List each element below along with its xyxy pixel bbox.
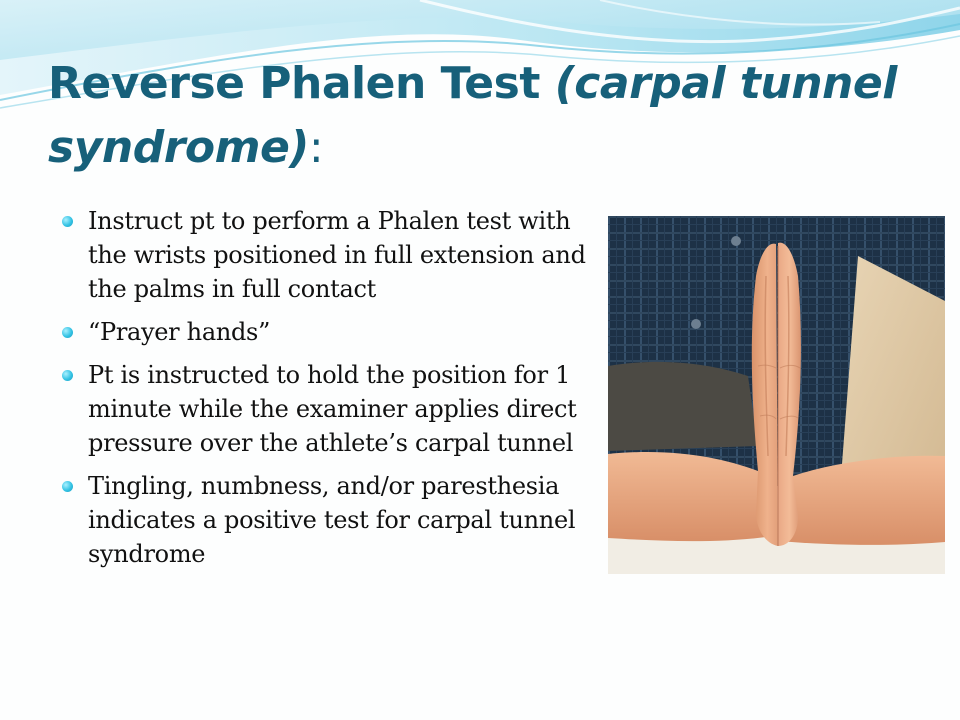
bullet-dot-icon [62, 481, 73, 492]
bullet-dot-icon [62, 327, 73, 338]
bullet-dot-icon [62, 216, 73, 227]
bullet-text: “Prayer hands” [88, 318, 271, 346]
bullet-item [60, 469, 590, 571]
bullet-item [60, 315, 590, 349]
bullet-dot-icon [62, 370, 73, 381]
prayer-hands-photo [608, 216, 945, 574]
bullet-item [60, 204, 590, 306]
bullet-list [60, 204, 590, 580]
bullet-text: Pt is instructed to hold the position for 1 minute while the examiner applies direct pressure over the athlete’s carpal tunnel [88, 361, 577, 457]
slide-title-main: Reverse Phalen Test [48, 58, 555, 109]
bullet-text: Instruct pt to perform a Phalen test with the wrists positioned in full extension and the palms in full contact [88, 207, 586, 303]
bullet-item [60, 358, 590, 460]
slide-title-colon: : [308, 122, 324, 173]
slide-title-italic: (carpal tunnel syndrome) [48, 58, 897, 173]
bullet-text: Tingling, numbness, and/or paresthesia indicates a positive test for carpal tunnel syndrome [88, 472, 576, 568]
slide-title [48, 52, 928, 180]
